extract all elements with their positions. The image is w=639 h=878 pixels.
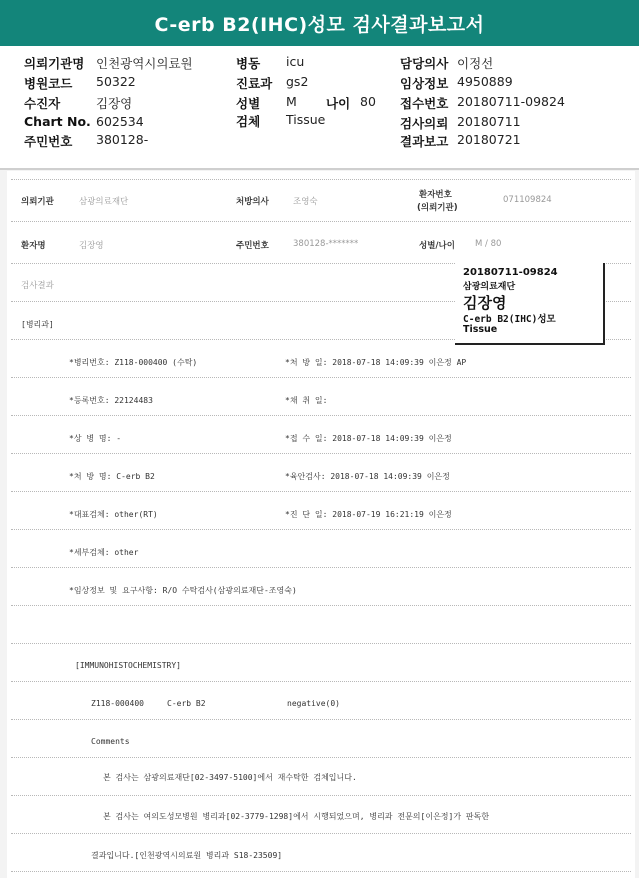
order-name: *처 방 명: C-erb B2 <box>69 472 155 481</box>
report-title: C-erb B2(IHC)성모 검사결과보고서 <box>0 0 639 46</box>
r2-sexage-value: M / 80 <box>475 239 502 249</box>
rule-line <box>11 529 631 530</box>
sticker-institution: 삼광의료재단 <box>463 282 516 292</box>
clinical-value: 4950889 <box>457 74 513 89</box>
diagnosis-name: *상 병 명: - <box>69 434 122 443</box>
gross-exam-date: *육안검사: 2018-07-18 14:09:39 이은정 <box>285 472 450 481</box>
clinical-label: 임상정보 <box>400 76 449 91</box>
ward-label: 병동 <box>236 56 261 71</box>
institution-value: 인천광역시의료원 <box>96 56 193 71</box>
ward-value: icu <box>286 54 305 69</box>
rule-line <box>11 605 631 606</box>
patient-label: 수진자 <box>24 96 61 111</box>
age-label: 나이 <box>326 96 351 111</box>
rrn-label: 주민번호 <box>24 134 73 149</box>
collection-date: *채 취 일: <box>285 396 328 405</box>
rule-line <box>11 179 631 180</box>
diagnosis-date: *진 단 일: 2018-07-19 16:21:19 이은정 <box>285 510 452 519</box>
institution-label: 의뢰기관명 <box>24 56 85 71</box>
r1-inst-value: 삼광의료재단 <box>79 197 129 207</box>
sticker-patient-name: 김장영 <box>463 294 507 312</box>
main-specimen: *대표검체: other(RT) <box>69 510 158 519</box>
report-date-label: 결과보고 <box>400 134 449 149</box>
r1-pid-label-1: 환자번호 <box>419 190 452 200</box>
sticker-receipt-no: 20180711-09824 <box>463 267 558 278</box>
sex-label: 성별 <box>236 96 261 111</box>
r2-name-label: 환자명 <box>21 241 46 251</box>
rule-line <box>11 871 631 872</box>
age-value: 80 <box>360 94 376 109</box>
chart-no-value: 602534 <box>96 114 144 129</box>
dept-label: 진료과 <box>236 76 273 91</box>
pathology-no: *병리번호: Z118-000400 (수탁) <box>69 358 198 367</box>
rule-line <box>11 221 631 222</box>
ihc-test-name: C-erb B2 <box>167 699 206 708</box>
comment-3: 결과입니다.[인천광역시의료원 병리과 S18-23509] <box>91 851 283 860</box>
rule-line <box>11 833 631 834</box>
rule-line <box>11 719 631 720</box>
r2-rrn-value: 380128-******* <box>293 239 359 249</box>
chart-no-label: Chart No. <box>24 114 91 129</box>
r1-pid-value: 071109824 <box>503 195 552 205</box>
comments-label: Comments <box>91 737 130 746</box>
rule-line <box>11 453 631 454</box>
comment-1: 본 검사는 삼광의료재단[02-3497-5100]에서 재수탁한 검체입니다. <box>103 773 357 782</box>
registration-no: *등록번호: 22124483 <box>69 396 153 405</box>
order-date: *처 방 일: 2018-07-18 14:09:39 이은정 AP <box>285 358 467 367</box>
sticker-specimen: Tissue <box>463 324 498 335</box>
r2-sexage-label: 성별/나이 <box>419 241 455 251</box>
ihc-pathology-no: Z118-000400 <box>91 699 144 708</box>
sub-specimen: *세부검체: other <box>69 548 139 557</box>
rule-line <box>11 681 631 682</box>
hospital-code-value: 50322 <box>96 74 136 89</box>
specimen-label-sticker <box>455 263 605 345</box>
request-value: 20180711 <box>457 114 521 129</box>
rule-line <box>11 491 631 492</box>
request-label: 검사의뢰 <box>400 116 449 131</box>
receipt-date: *접 수 일: 2018-07-18 14:09:39 이은정 <box>285 434 452 443</box>
r1-doctor-label: 처방의사 <box>236 197 269 207</box>
r1-doctor-value: 조영숙 <box>293 197 318 207</box>
comment-2: 본 검사는 여의도성모병원 병리과[02-3779-1298]에서 시행되었으며, 병리과 전문의[이은정]가 판독한 <box>103 812 490 821</box>
r1-inst-label: 의뢰기관 <box>21 197 54 207</box>
specimen-label: 검체 <box>236 114 261 129</box>
specimen-value: Tissue <box>286 112 326 127</box>
rule-line <box>11 377 631 378</box>
sex-value: M <box>286 94 297 109</box>
rrn-value: 380128- <box>96 132 149 147</box>
report-date-value: 20180721 <box>457 132 521 147</box>
receipt-value: 20180711-09824 <box>457 94 565 109</box>
hospital-code-label: 병원코드 <box>24 76 73 91</box>
doctor-value: 이정선 <box>457 56 494 71</box>
receipt-label: 접수번호 <box>400 96 449 111</box>
sticker-test-name: C-erb B2(IHC)성모 <box>463 314 556 325</box>
r2-name-value: 김장영 <box>79 241 104 251</box>
ihc-result: negative(0) <box>287 699 340 708</box>
rule-line <box>11 415 631 416</box>
patient-value: 김장영 <box>96 96 133 111</box>
doctor-label: 담당의사 <box>400 56 449 71</box>
rule-line <box>11 567 631 568</box>
rule-line <box>11 795 631 796</box>
rule-line <box>11 757 631 758</box>
pathology-dept-label: [병리과] <box>21 320 54 329</box>
ihc-header: [IMMUNOHISTOCHEMISTRY] <box>75 661 181 670</box>
result-section-label: 검사결과 <box>21 281 54 291</box>
dept-value: gs2 <box>286 74 309 89</box>
rule-line <box>11 643 631 644</box>
report-header <box>0 46 639 170</box>
r2-rrn-label: 주민번호 <box>236 241 269 251</box>
clinical-info: *임상정보 및 요구사항: R/O 수탁검사(삼광의료재단-조영숙) <box>69 586 297 595</box>
r1-pid-label-2: (의뢰기관) <box>417 203 458 213</box>
